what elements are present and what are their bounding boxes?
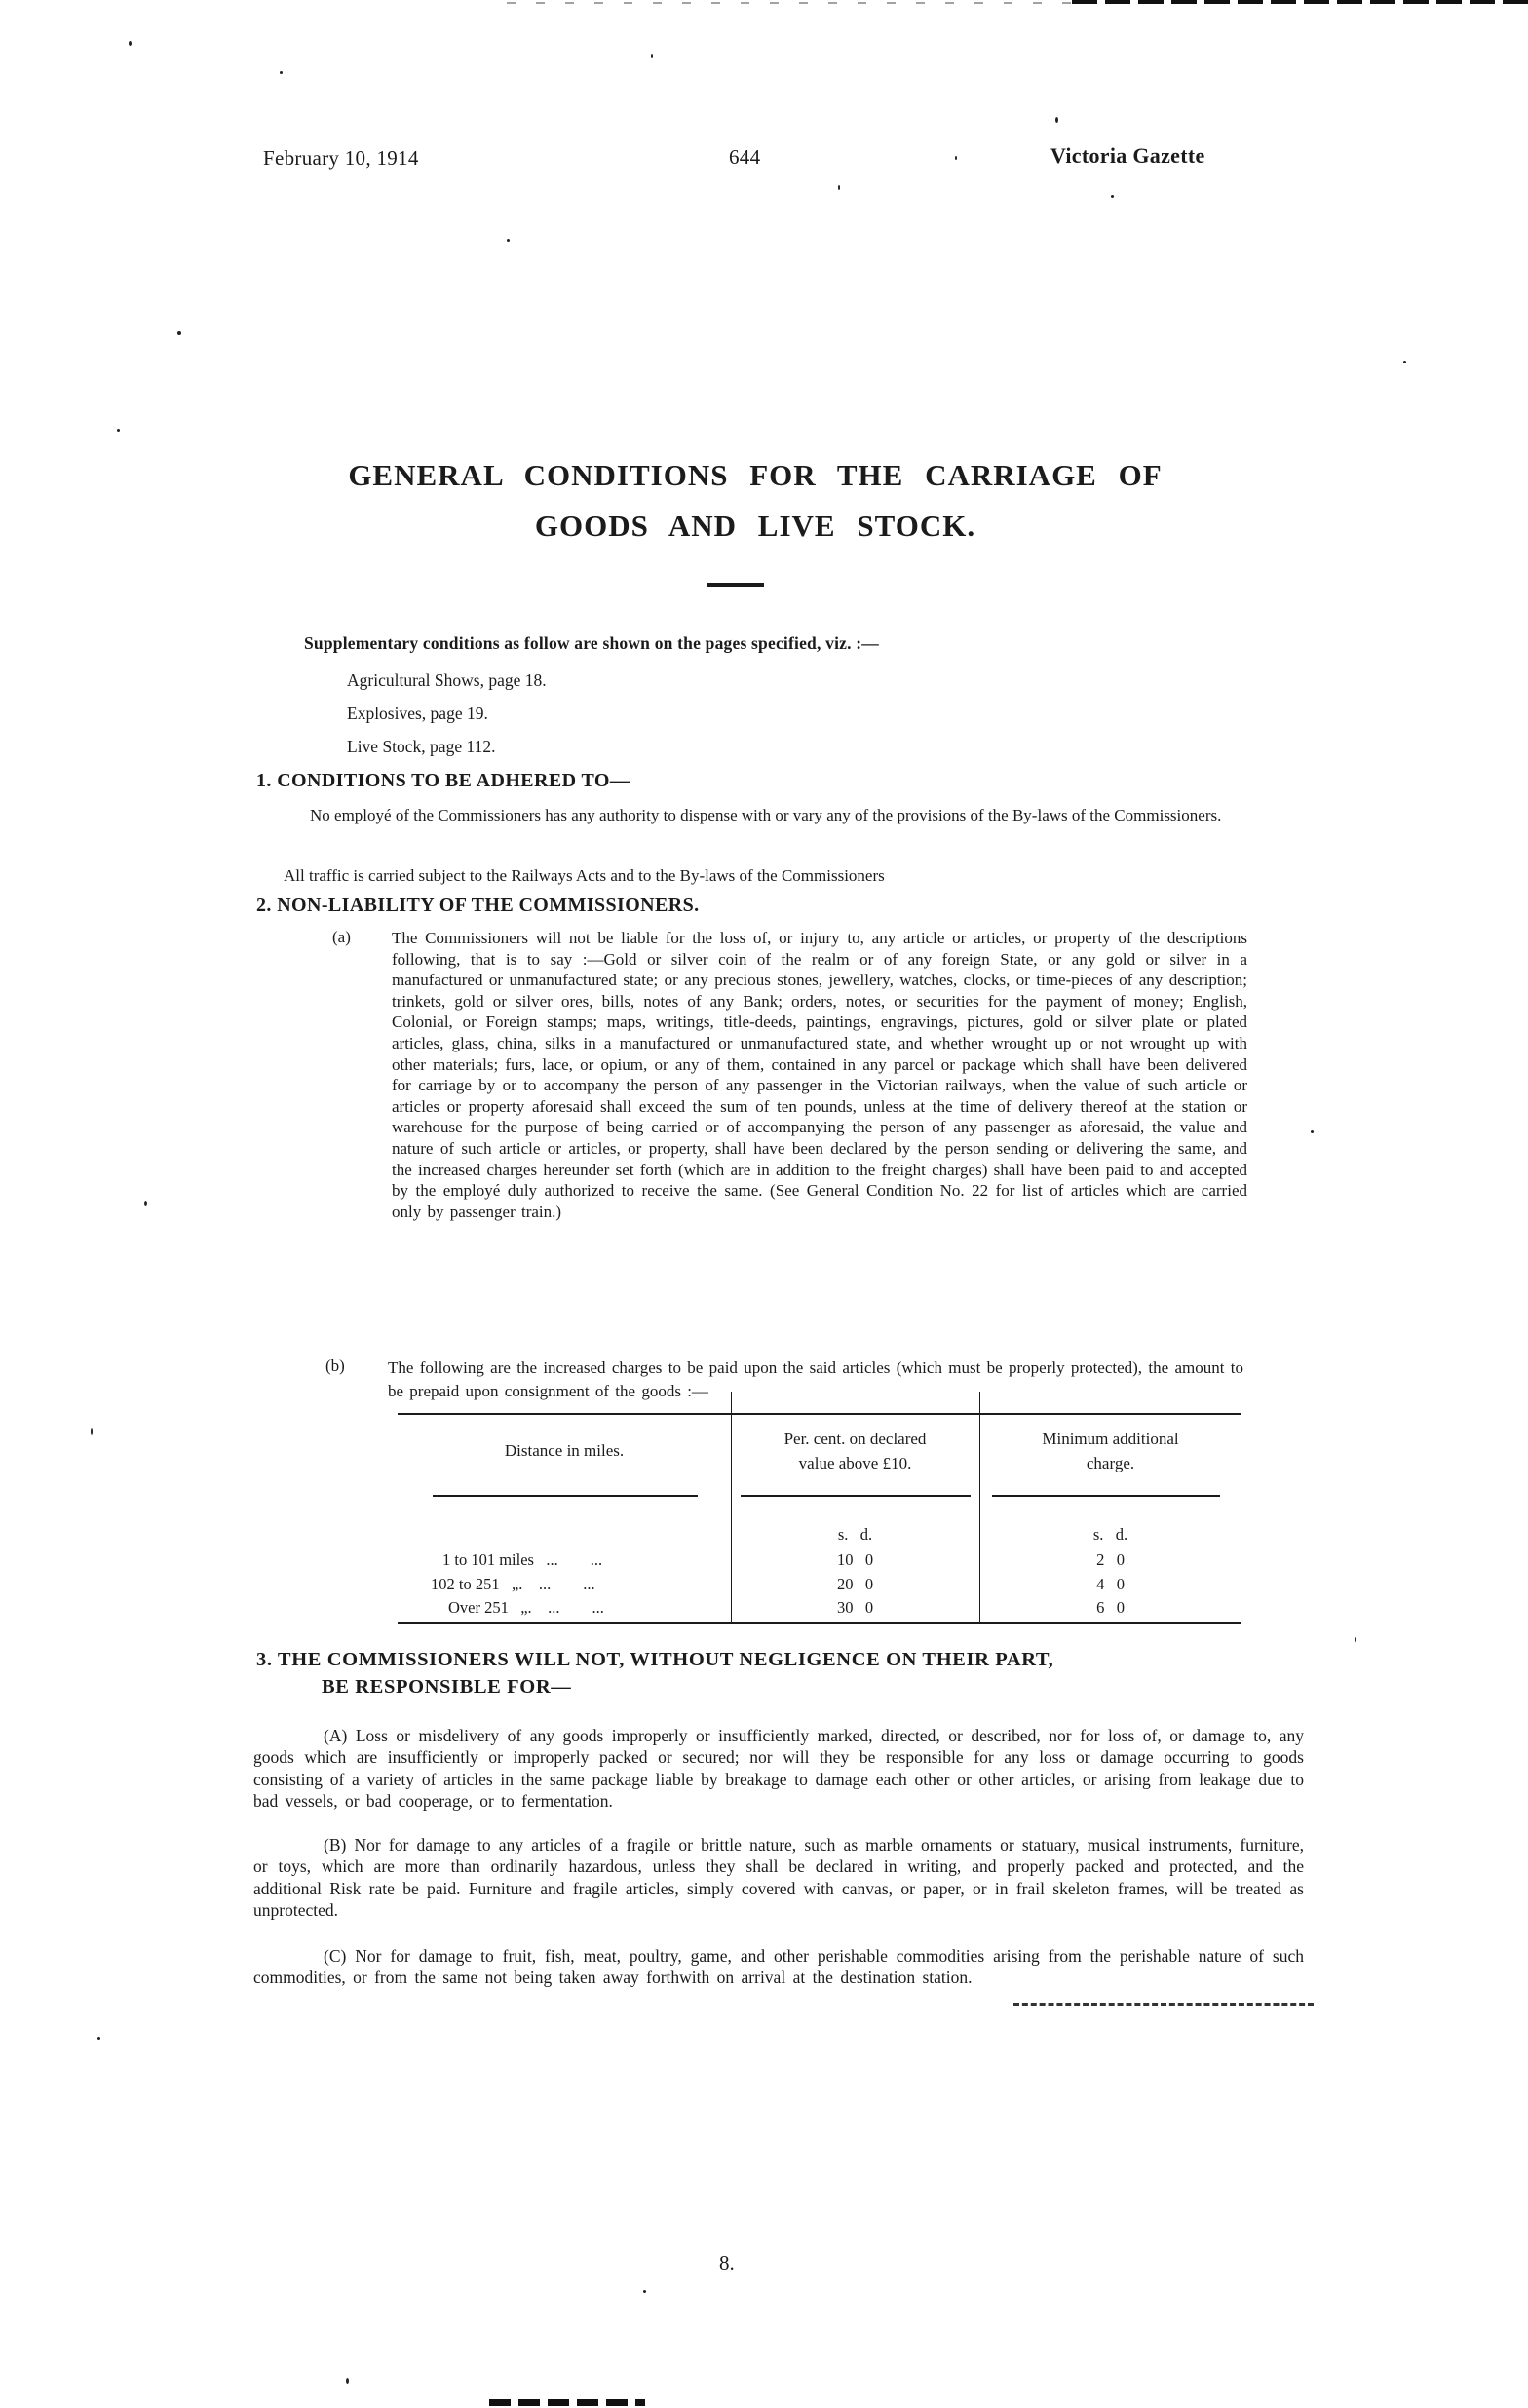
table-unit-minimum: s. d.: [1092, 1525, 1128, 1544]
table-row-minimum: 4 0: [1096, 1575, 1125, 1593]
table-row-distance: 102 to 251 „. ... ...: [431, 1575, 595, 1593]
scan-speck: [651, 54, 653, 58]
clause-a-label: (a): [332, 928, 351, 946]
document-title-line1: GENERAL CONDITIONS FOR THE CARRIAGE OF: [348, 458, 1163, 492]
table-header-minimum: [979, 1427, 1242, 1475]
document-title-line2: GOODS AND LIVE STOCK.: [534, 509, 976, 543]
table-head-rule-col2: [741, 1495, 971, 1497]
supplementary-item: Live Stock, page 112.: [347, 737, 496, 756]
section1-paragraph2: All traffic is carried subject to the Railways Acts and to the By-laws of the Commissioners: [284, 866, 885, 885]
charges-table: [398, 1392, 1242, 1624]
section3-heading-line2: BE RESPONSIBLE FOR—: [322, 1676, 572, 1698]
scan-speck: [177, 331, 181, 335]
scan-top-faint-line: [507, 2, 1082, 4]
table-row-distance: 1 to 101 miles ... ...: [442, 1550, 603, 1569]
table-head-rule-col3: [992, 1495, 1220, 1497]
clause-C-label: (C): [324, 1946, 347, 1966]
table-row-percent: 30 0: [836, 1598, 874, 1617]
header-folio-number: 644: [729, 145, 761, 169]
table-header-minimum-line1: Minimum additional: [1042, 1430, 1179, 1448]
table-header-percent: [731, 1427, 979, 1475]
supplementary-item: Explosives, page 19.: [347, 704, 488, 723]
clause-b-label: (b): [325, 1357, 345, 1375]
document-title: [195, 450, 1316, 552]
table-row-percent: 20 0: [836, 1575, 874, 1593]
table-row-minimum: 6 0: [1096, 1598, 1125, 1617]
scan-speck: [1355, 1637, 1356, 1642]
section1-heading: 1. CONDITIONS TO BE ADHERED TO—: [256, 770, 630, 791]
section3-heading-line1: 3. THE COMMISSIONERS WILL NOT, WITHOUT NEGLIGENCE ON THEIR PART,: [256, 1649, 1054, 1670]
table-bottom-rule: [398, 1622, 1242, 1624]
scan-speck: [1311, 1130, 1314, 1133]
clause-A-label: (A): [324, 1726, 348, 1745]
table-row-distance: Over 251 „. ... ...: [448, 1598, 604, 1617]
scan-speck: [643, 2290, 646, 2293]
table-row-percent: 10 0: [836, 1550, 874, 1569]
section3-clause-B: [253, 1834, 1304, 1922]
clause-C-text: Nor for damage to fruit, fish, meat, poultry, game, and other perishable commodities arising from the perishable nature of such commodities, or from the same not being taken away forthwith on arrival at the destination station.: [253, 1946, 1305, 1988]
scan-speck: [507, 239, 510, 242]
table-top-rule: [398, 1413, 1242, 1415]
table-header-minimum-line2: charge.: [1086, 1454, 1135, 1472]
table-header-percent-line1: Per. cent. on declared: [783, 1430, 927, 1448]
supplementary-item: Agricultural Shows, page 18.: [347, 670, 547, 690]
clause-B-label: (B): [324, 1835, 347, 1854]
scan-speck: [129, 41, 132, 46]
scan-speck: [838, 185, 840, 190]
section2-clause-a: [332, 928, 1247, 1222]
scan-top-broken-line: [1072, 0, 1528, 4]
clause-a-text: The Commissioners will not be liable for the loss of, or injury to, any article or articles, or property of the descriptions following, that is to say :—Gold or silver coin of the realm or of any foreign State, or any gold or silver in a manufactured or unmanufactured state; or any precious stones, jewellery, watches, clocks, or time-pieces of any description; trinkets, gold or silver ores, bills, notes of any Bank; orders, notes, or securities for the payment of money; English, Colonial, or Foreign stamps; maps, writings, title-deeds, paintings, engravings, pictures, gold or silver plate or plated articles, glass, china, silks in a manufactured or unmanufactured state, and whether wrought up or not wrought up with other materials; furs, lace, or opium, or any of them, contained in any parcel or package which shall have been delivered for carriage by or to accompany the person of any passenger in the Victorian railways, when the value of such article or articles or property aforesaid shall exceed the sum of ten pounds, unless at the time of delivery thereof at the station or warehouse for the purpose of being carried or of accompanying the person of any passenger as aforesaid, the value and nature of such article or articles, or property, shall have been declared by the person sending or delivering the same, and the increased charges hereunder set forth (which are in addition to the freight charges) shall have been paid to and accepted by the employé duly authorized to receive the same. (See General Condition No. 22 for list of articles which are carried only by passenger train.): [392, 929, 1247, 1221]
supplementary-intro: Supplementary conditions as follow are shown on the pages specified, viz. :—: [304, 633, 879, 653]
title-divider-rule: [707, 583, 764, 587]
section3-clause-A: [253, 1725, 1304, 1813]
section2-heading: 2. NON-LIABILITY OF THE COMMISSIONERS.: [256, 895, 700, 916]
scan-dash-line: [1013, 2003, 1314, 2006]
scan-speck: [144, 1201, 147, 1206]
table-head-rule-col1: [433, 1495, 698, 1497]
scan-speck: [280, 71, 283, 74]
table-row-minimum: 2 0: [1096, 1550, 1125, 1569]
clause-b-text: The following are the increased charges to be paid upon the said articles (which must be properly protected), the amount to be prepaid upon consignment of the goods :—: [388, 1358, 1243, 1400]
header-publication: Victoria Gazette: [1050, 143, 1205, 168]
scan-speck: [955, 156, 957, 160]
scan-speck: [1111, 195, 1114, 198]
table-header-percent-line2: value above £10.: [798, 1454, 912, 1472]
clause-B-text: Nor for damage to any articles of a fragile or brittle nature, such as marble ornaments or statuary, musical instruments, furniture, or toys, which are more than ordinarily hazardous, unless they shall be declared in writing, and properly packed and protected, and the additional Risk rate be paid. Furniture and fragile articles, simply covered with canvas, or paper, or in frail skeleton frames, will be treated as unprotected.: [253, 1835, 1305, 1921]
scan-speck: [346, 2378, 349, 2384]
scan-speck: [1403, 361, 1406, 363]
table-unit-percent: s. d.: [837, 1525, 873, 1544]
scan-speck: [117, 429, 120, 432]
section1-paragraph1: No employé of the Commissioners has any authority to dispense with or vary any of the provisions of the By-laws of the Commissioners.: [310, 806, 1222, 824]
scan-speck: [1055, 117, 1058, 123]
header-date: February 10, 1914: [263, 146, 419, 170]
scan-bottom-bar: [489, 2399, 645, 2406]
scan-speck: [97, 2037, 100, 2040]
table-header-distance: Distance in miles.: [504, 1441, 625, 1460]
section3-clause-C: [253, 1945, 1304, 1989]
clause-A-text: Loss or misdelivery of any goods improperly or insufficiently marked, directed, or described, nor for loss of, or damage to, any goods which are insufficiently or improperly packed or secured; nor will they be responsible for any loss or damage occurring to goods consisting of a variety of articles in the same package liable by breakage to damage each other or other articles, or arising from leakage due to bad vessels, or bad cooperage, or to fermentation.: [253, 1726, 1304, 1812]
scan-speck: [91, 1428, 93, 1435]
footer-page-number: 8.: [719, 2251, 735, 2274]
